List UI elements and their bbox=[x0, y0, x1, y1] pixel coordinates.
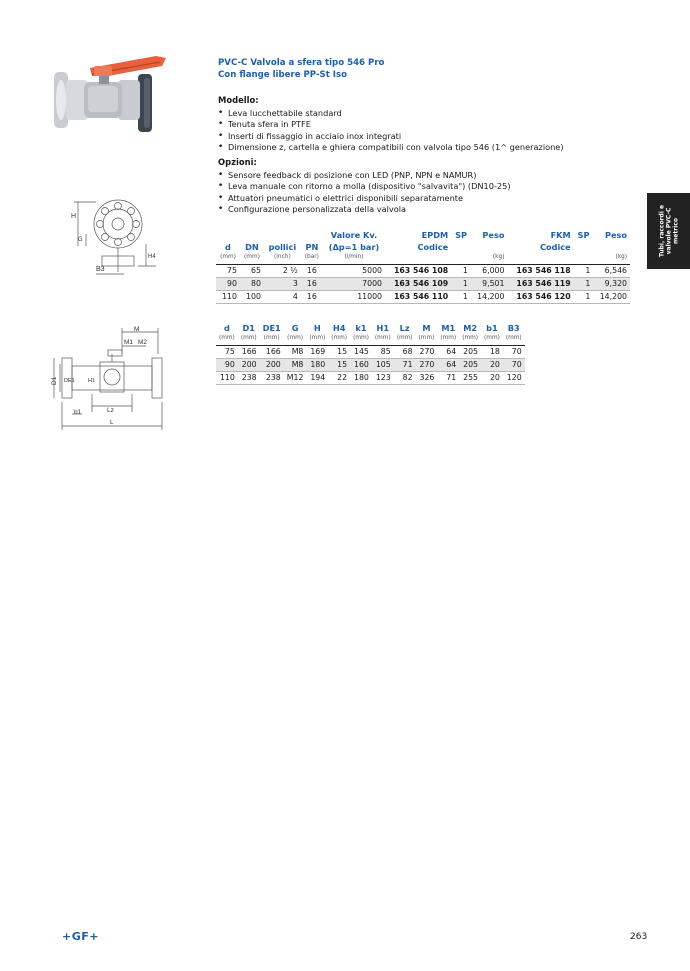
col-header: d bbox=[223, 323, 230, 333]
svg-text:M: M bbox=[134, 326, 140, 333]
options-list bbox=[218, 170, 511, 216]
model-item: • Dimensione z, cartella e ghiera compatibili con valvola tipo 546 (1^ generazione) bbox=[218, 142, 564, 153]
unit-label: (mm) bbox=[328, 334, 350, 346]
table-row: 110 238 238 M12 194 22 180 123 82 326 71 255 20 120 bbox=[216, 372, 525, 385]
options-item: • Sensore feedback di posizione con LED (PNP, NPN e NAMUR) bbox=[218, 170, 511, 181]
col-header: PN bbox=[305, 242, 319, 252]
col-header: EPDM Codice bbox=[417, 230, 449, 252]
unit-label: (kg) bbox=[471, 253, 508, 265]
col-header: H4 bbox=[332, 323, 346, 333]
unit-label: (mm) bbox=[260, 334, 284, 346]
unit-label: (kg) bbox=[593, 253, 630, 265]
col-header: B3 bbox=[507, 323, 520, 333]
unit-label bbox=[507, 253, 573, 265]
chapter-tab[interactable] bbox=[647, 193, 690, 269]
unit-label: (mm) bbox=[216, 334, 238, 346]
unit-label: (mm) bbox=[481, 334, 503, 346]
col-header: Peso bbox=[482, 230, 505, 240]
unit-label: (mm) bbox=[350, 334, 372, 346]
unit-label: (bar) bbox=[301, 253, 323, 265]
svg-text:Lz: Lz bbox=[107, 407, 114, 414]
options-item: • Leva manuale con ritorno a molla (dispositivo "salvavita") (DN10-25) bbox=[218, 181, 511, 192]
unit-label: (mm) bbox=[503, 334, 525, 346]
unit-label: (mm) bbox=[416, 334, 438, 346]
model-item: • Leva lucchettabile standard bbox=[218, 108, 564, 119]
svg-text:B3: B3 bbox=[96, 266, 105, 273]
gf-logo: +GF+ bbox=[62, 930, 99, 943]
unit-label bbox=[574, 253, 594, 265]
front-view-drawing bbox=[66, 194, 166, 280]
col-header: d bbox=[225, 242, 231, 252]
col-header: pollici bbox=[268, 242, 297, 252]
svg-text:G: G bbox=[78, 237, 83, 243]
title-line-1: PVC-C Valvola a sfera tipo 546 Pro bbox=[218, 58, 385, 68]
unit-label: (mm) bbox=[216, 253, 240, 265]
model-label: Modello: bbox=[218, 95, 259, 105]
model-list bbox=[218, 108, 564, 154]
unit-label: (mm) bbox=[238, 334, 260, 346]
col-header: G bbox=[291, 323, 299, 333]
col-header: M2 bbox=[463, 323, 478, 333]
label-h: H bbox=[71, 213, 77, 220]
col-header: H1 bbox=[376, 323, 390, 333]
model-item: • Inserti di fissaggio in acciaio inox integrati bbox=[218, 131, 564, 142]
valve-product-photo bbox=[52, 52, 176, 136]
options-item: • Attuatori pneumatici o elettrici disponibili separatamente bbox=[218, 193, 511, 204]
col-header: Valore Kv. (Δp=1 bar) bbox=[328, 230, 380, 252]
side-view-drawing bbox=[52, 326, 168, 438]
table-row: 110 100 4 16 11000 163 546 110 1 14,200 163 546 120 1 14,200 bbox=[216, 291, 630, 304]
col-header: DE1 bbox=[262, 323, 281, 333]
table-row: 75 166 166 M8 169 15 145 85 68 270 64 205 18 70 bbox=[216, 346, 525, 359]
col-header: SP bbox=[455, 230, 467, 240]
unit-label bbox=[385, 253, 451, 265]
svg-text:D1: D1 bbox=[51, 376, 58, 385]
page-number: 263 bbox=[630, 932, 648, 942]
svg-text:DE1: DE1 bbox=[64, 378, 75, 384]
col-header: H bbox=[313, 323, 321, 333]
col-header: Peso bbox=[604, 230, 627, 240]
svg-text:H1: H1 bbox=[88, 378, 96, 384]
unit-label: (l/min) bbox=[323, 253, 385, 265]
unit-label: (mm) bbox=[372, 334, 394, 346]
svg-text:M1: M1 bbox=[124, 339, 134, 346]
col-header: b1 bbox=[486, 323, 498, 333]
unit-label: (mm) bbox=[394, 334, 416, 346]
title-line-2: Con flange libere PP-St Iso bbox=[218, 70, 348, 80]
unit-label: (mm) bbox=[284, 334, 307, 346]
col-header: D1 bbox=[242, 323, 255, 333]
table-row: 90 200 200 M8 180 15 160 105 71 270 64 205 20 70 bbox=[216, 359, 525, 372]
unit-label: (mm) bbox=[437, 334, 459, 346]
product-title bbox=[218, 57, 384, 81]
codes-table bbox=[216, 229, 630, 304]
svg-text:H4: H4 bbox=[148, 254, 156, 260]
col-header: k1 bbox=[355, 323, 367, 333]
options-label: Opzioni: bbox=[218, 157, 257, 167]
col-header: DN bbox=[245, 242, 259, 252]
unit-label: (mm) bbox=[459, 334, 481, 346]
col-header: M1 bbox=[441, 323, 456, 333]
options-item: • Configurazione personalizzata della valvola bbox=[218, 204, 511, 215]
svg-text:b1: b1 bbox=[74, 409, 82, 416]
svg-text:M2: M2 bbox=[138, 339, 148, 346]
svg-text:L: L bbox=[110, 419, 114, 426]
unit-label: (mm) bbox=[240, 253, 264, 265]
col-header: Lz bbox=[399, 323, 410, 333]
table-row: 75 65 2 ½ 16 5000 163 546 108 1 6,000 163 546 118 1 6,546 bbox=[216, 265, 630, 278]
model-item: • Tenuta sfera in PTFE bbox=[218, 119, 564, 130]
col-header: M bbox=[422, 323, 431, 333]
table-row: 90 80 3 16 7000 163 546 109 1 9,501 163 546 119 1 9,320 bbox=[216, 278, 630, 291]
col-header: SP bbox=[577, 230, 590, 240]
unit-label: (inch) bbox=[264, 253, 301, 265]
chapter-tab-label: Tubi, raccordi e valvole PVC-C metrico bbox=[658, 204, 679, 258]
dimensions-table bbox=[216, 322, 525, 385]
unit-label: (mm) bbox=[306, 334, 328, 346]
col-header: FKM Codice bbox=[539, 230, 571, 252]
unit-label bbox=[451, 253, 471, 265]
